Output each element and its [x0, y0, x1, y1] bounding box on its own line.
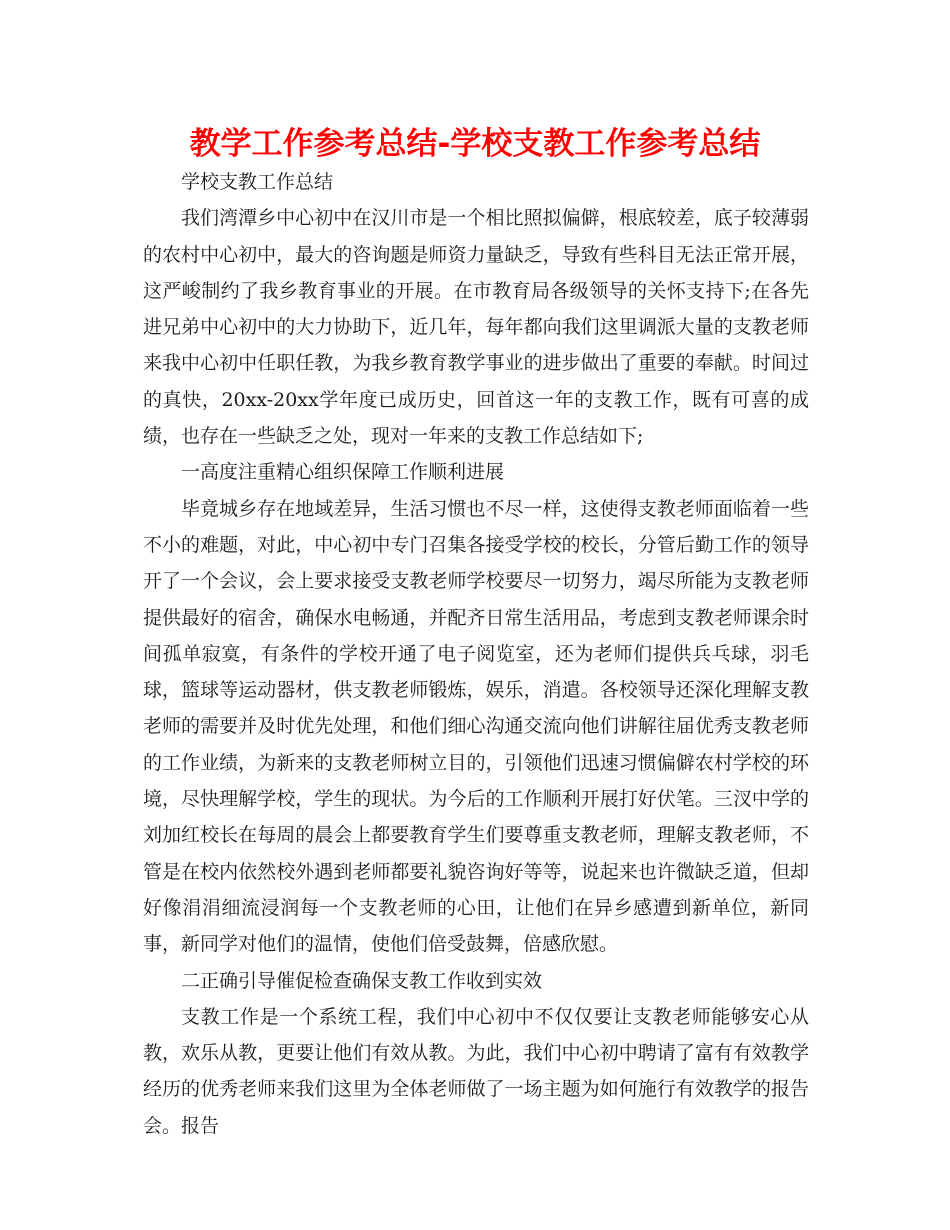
- paragraph: 毕竟城乡存在地域差异，生活习惯也不尽一样，这使得支教老师面临着一些不小的难题，对此，中心初中专门召集各接受学校的校长，分管后勤工作的领导开了一个会议，会上要求接受支教老师学校要尽一切努力，竭尽所能为支教老师提供最好的宿舍，确保水电畅通，并配齐日常生活用品，考虑到支教老师课余时间孤单寂寞，有条件的学校开通了电子阅览室，还为老师们提供兵乓球，羽毛球，篮球等运动器材，供支教老师锻炼，娱乐，消遣。各校领导还深化理解支教老师的需要并及时优先处理，和他们细心沟通交流向他们讲解往届优秀支教老师的工作业绩，为新来的支教老师树立目的，引领他们迅速习惯偏僻农村学校的环境，尽快理解学校，学生的现状。为今后的工作顺利开展打好伏笔。三汊中学的刘加红校长在每周的晨会上都要教育学生们要尊重支教老师，理解支教老师，不管是在校内依然校外遇到老师都要礼貌咨询好等等，说起来也许微缺乏道，但却好像涓涓细流浸润每一个支教老师的心田，让他们在异乡感遭到新单位，新同事，新同学对他们的温情，使他们倍受鼓舞，倍感欣慰。: [143, 497, 809, 956]
- paragraph: 我们湾潭乡中心初中在汉川市是一个相比照拟偏僻，根底较差，底子较薄弱的农村中心初中，最大的咨询题是师资力量缺乏，导致有些科目无法正常开展，这严峻制约了我乡教育事业的开展。在市教育局各级领导的关怀支持下;在各先进兄弟中心初中的大力协助下，近几年，每年都向我们这里调派大量的支教老师来我中心初中任职任教，为我乡教育教学事业的进步做出了重要的奉献。时间过的真快，20xx-20xx学年度已成历史，回首这一年的支教工作，既有可喜的成绩，也存在一些缺乏之处，现对一年来的支教工作总结如下;: [143, 207, 809, 448]
- paragraph: 二正确引导催促检查确保支教工作收到实效: [181, 969, 543, 992]
- document-body: [143, 164, 809, 1144]
- paragraph: 学校支教工作总结: [181, 171, 334, 193]
- paragraph: 一高度注重精心组织保障工作顺利进展: [181, 461, 505, 484]
- document-title: 教学工作参考总结-学校支教工作参考总结: [189, 126, 761, 162]
- paragraph: 支教工作是一个系统工程，我们中心初中不仅仅要让支教老师能够安心从教，欢乐从教，更要让他们有效从教。为此，我们中心初中聘请了富有有效教学经历的优秀老师来我们这里为全体老师做了一场主题为如何施行有效教学的报告会。报告: [143, 1005, 809, 1137]
